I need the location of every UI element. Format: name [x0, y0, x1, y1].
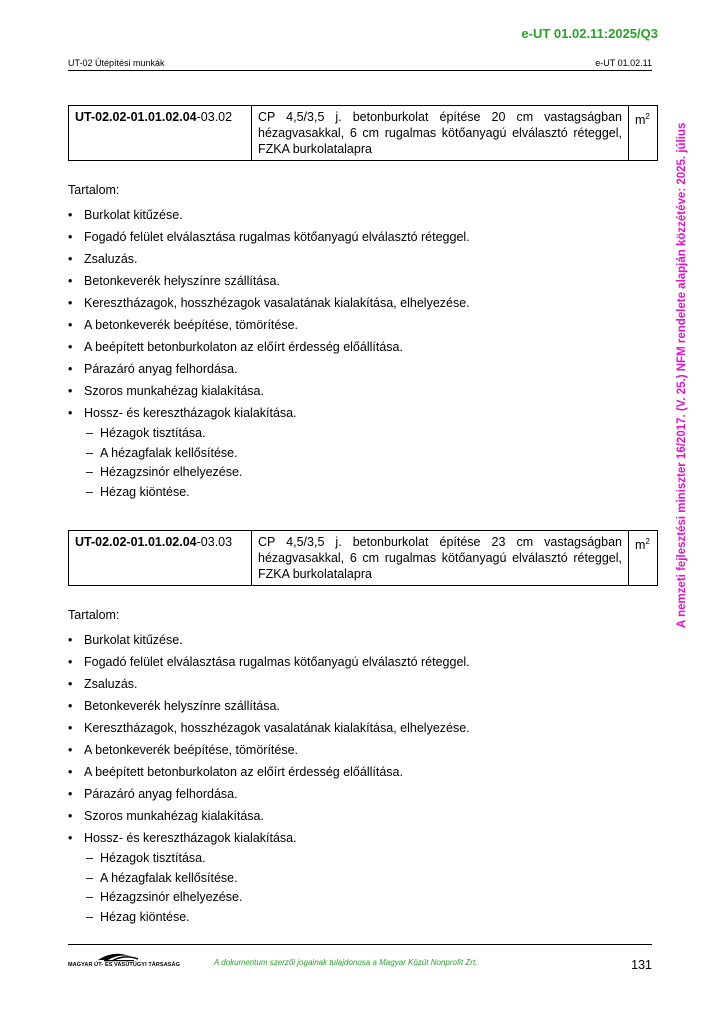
list-item: • Fogadó felület elválasztása rugalmas kötőanyagú elválasztó réteggel.: [68, 651, 652, 673]
list-item: • Betonkeverék helyszínre szállítása.: [68, 695, 652, 717]
list-item: • Burkolat kitűzése.: [68, 204, 652, 226]
list-item: • Szoros munkahézag kialakítása.: [68, 380, 652, 402]
header-document-id: e-UT 01.02.11: [595, 58, 652, 68]
list-item: • Párazáró anyag felhordása.: [68, 358, 652, 380]
content-list: [68, 204, 652, 424]
item-code: [69, 106, 252, 161]
list-item: • Zsaluzás.: [68, 673, 652, 695]
item-code-main: UT-02.02-01.01.02.04: [75, 535, 197, 549]
unit-base: m: [635, 538, 646, 553]
sub-list-item: – Hézagzsinór elhelyezése.: [68, 463, 652, 483]
item-unit: [629, 106, 658, 161]
sub-list-item: – Hézagok tisztítása.: [68, 424, 652, 444]
list-item: • A betonkeverék beépítése, tömörítése.: [68, 739, 652, 761]
sub-list-item: – Hézagok tisztítása.: [68, 849, 652, 869]
sub-list-item: – A hézagfalak kellősítése.: [68, 869, 652, 889]
content-label: Tartalom:: [68, 183, 120, 197]
list-item: • Keresztházagok, hosszhézagok vasalatának kialakítása, elhelyezése.: [68, 717, 652, 739]
sub-list-item: – Hézag kiöntése.: [68, 483, 652, 503]
content-section: [68, 180, 652, 502]
list-item: • Zsaluzás.: [68, 248, 652, 270]
item-code: [69, 531, 252, 586]
copyright-notice: A dokumentum szerzői jogainak tulajdonosa a Magyar Közút Nonprofit Zrt.: [214, 958, 478, 967]
content-list: [68, 629, 652, 849]
list-item: • A beépített betonburkolaton az előírt érdesség előállítása.: [68, 761, 652, 783]
list-item: • Párazáró anyag felhordása.: [68, 783, 652, 805]
content-section: [68, 605, 652, 927]
sub-list-item: – A hézagfalak kellősítése.: [68, 444, 652, 464]
organization-logo-text: MAGYAR ÚT- ÉS VASÚTÜGYI TÁRSASÁG: [68, 962, 180, 968]
header-section-title: UT-02 Útépítési munkák: [68, 58, 165, 68]
item-description: CP 4,5/3,5 j. betonburkolat építése 23 cm vastagságban hézagvasakkal, 6 cm rugalmas kötőanyagú elválasztó réteggel, FZKA burkolatalapra: [252, 531, 629, 586]
item-table: [68, 105, 658, 161]
list-item: • Szoros munkahézag kialakítása.: [68, 805, 652, 827]
item-unit: [629, 531, 658, 586]
list-item: • A betonkeverék beépítése, tömörítése.: [68, 314, 652, 336]
list-item: • Keresztházagok, hosszhézagok vasalatának kialakítása, elhelyezése.: [68, 292, 652, 314]
unit-base: m: [635, 113, 646, 128]
sub-list: [68, 849, 652, 927]
list-item: • Hossz- és keresztházagok kialakítása.: [68, 827, 652, 849]
list-item: • Burkolat kitűzése.: [68, 629, 652, 651]
unit-exponent: 2: [645, 112, 650, 121]
content-label: Tartalom:: [68, 608, 120, 622]
item-table: [68, 530, 658, 586]
publication-side-note: A nemzeti fejlesztési miniszter 16/2017. (V. 25.) NFM rendelete alapján közzétéve: 2025. július: [676, 122, 688, 628]
item-code-suffix: -03.02: [196, 110, 233, 124]
organization-logo-icon: [68, 948, 178, 974]
item-code-main: UT-02.02-01.01.02.04: [75, 110, 197, 124]
list-item: • Fogadó felület elválasztása rugalmas kötőanyagú elválasztó réteggel.: [68, 226, 652, 248]
sub-list: [68, 424, 652, 502]
page-header: [68, 58, 652, 71]
sub-list-item: – Hézag kiöntése.: [68, 908, 652, 928]
list-item: • Betonkeverék helyszínre szállítása.: [68, 270, 652, 292]
item-description: CP 4,5/3,5 j. betonburkolat építése 20 cm vastagságban hézagvasakkal, 6 cm rugalmas kötőanyagú elválasztó réteggel, FZKA burkolatalapra: [252, 106, 629, 161]
list-item: • A beépített betonburkolaton az előírt érdesség előállítása.: [68, 336, 652, 358]
item-code-suffix: -03.03: [196, 535, 233, 549]
footer-divider: [68, 944, 652, 945]
document-code: e-UT 01.02.11:2025/Q3: [521, 26, 658, 41]
sub-list-item: – Hézagzsinór elhelyezése.: [68, 888, 652, 908]
page-number: 131: [631, 958, 652, 972]
unit-exponent: 2: [645, 537, 650, 546]
list-item: • Hossz- és keresztházagok kialakítása.: [68, 402, 652, 424]
